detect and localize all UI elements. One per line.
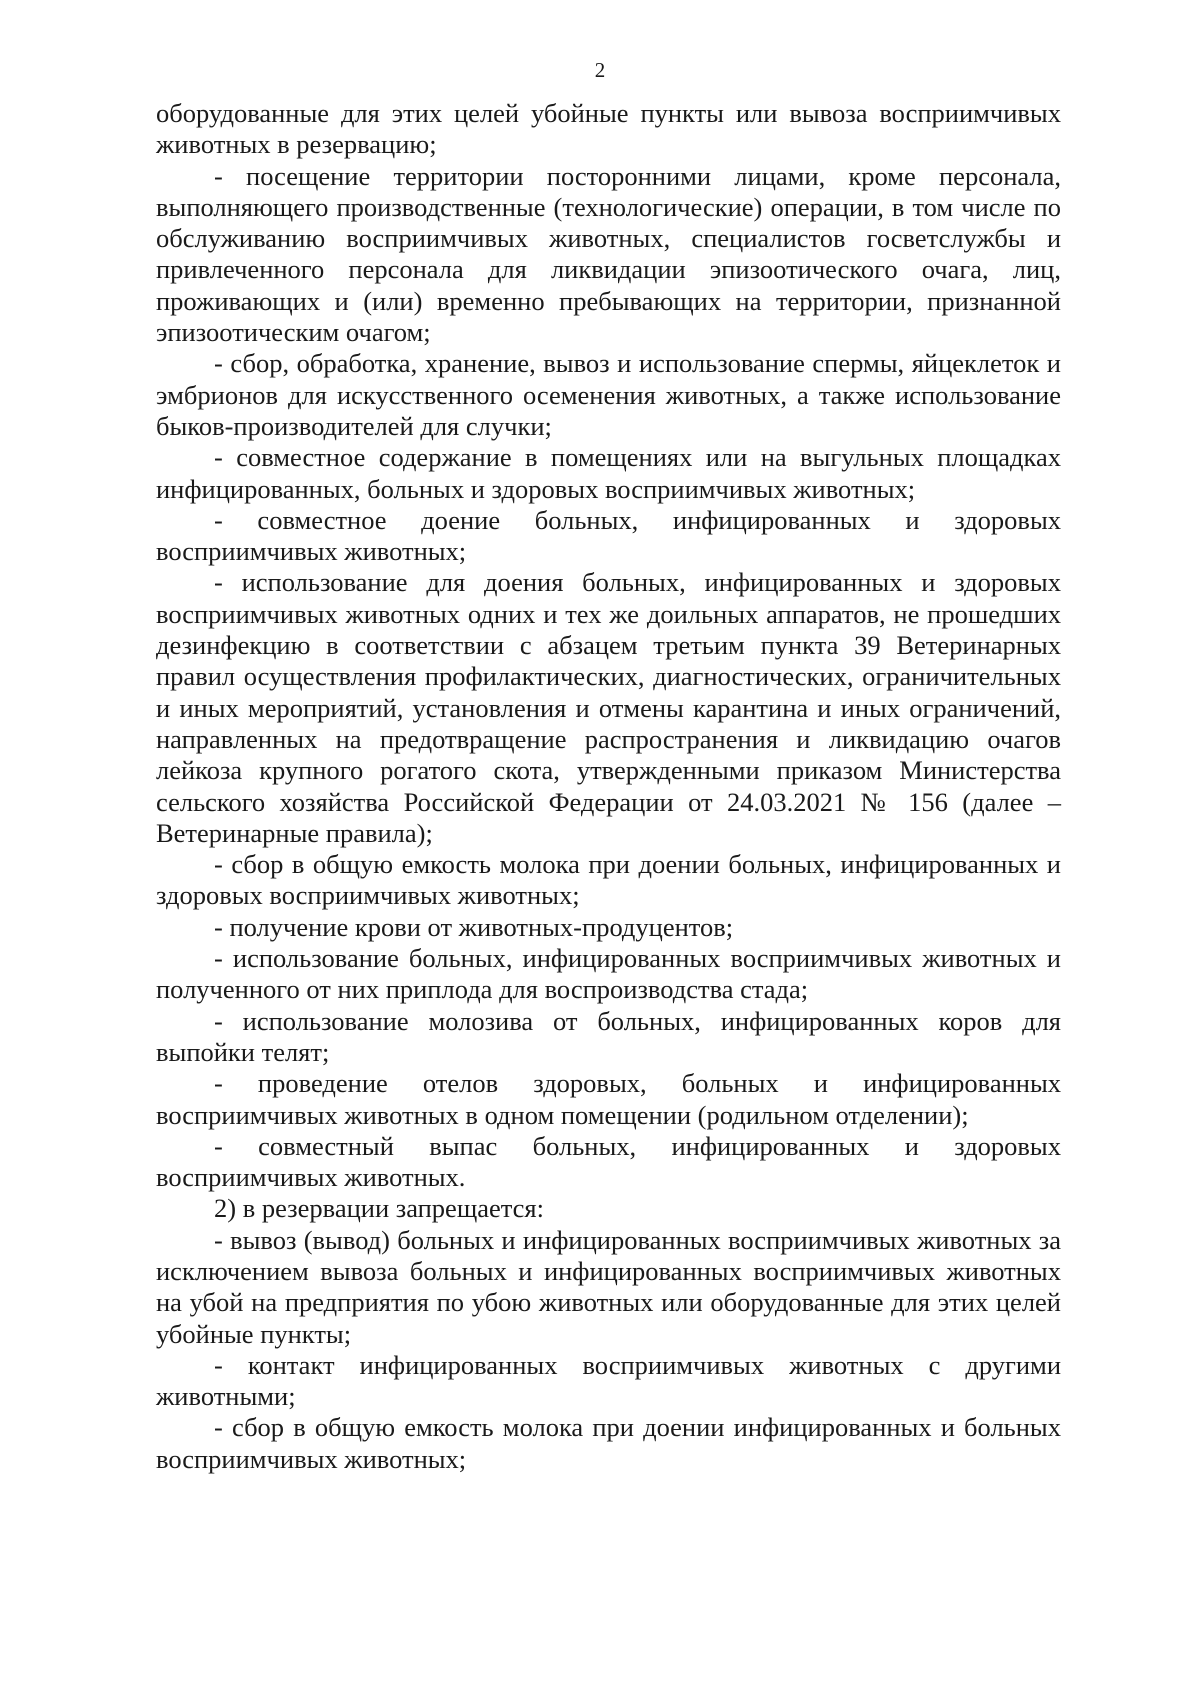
paragraph-blood-collection: - получение крови от животных-продуцентов; [214,911,734,942]
paragraph-milking-equipment: - использование для доения больных, инфицированных и здоровых восприимчивых животных одних и тех же доильных аппаратов, не прошедших дезинфекцию в соответствии с абзацем третьим пункта 39 Ветеринарных правил осуществления профилактических, диагностических, ограничительных и иных мероприятий, установления и отмены карантина и иных ограничений, направленных на предотвращение распространения и ликвидацию очагов лейкоза крупного рогатого скота, утвержденными приказом Министерства сельского хозяйства Российской Федерации от 24.03.2021 № 156 (далее – Ветеринарные правила); [156,567,1061,848]
paragraph-joint-keeping: - совместное содержание в помещениях или на выгульных площадках инфицированных, больных и здоровых восприимчивых животных; [156,442,1061,504]
paragraph-joint-milking: - совместное доение больных, инфицированных и здоровых восприимчивых животных; [156,504,1061,567]
paragraph-removal: - вывоз (вывод) больных и инфицированных восприимчивых животных за исключением вывоза больных и инфицированных восприимчивых животных на убой на предприятия по убою животных или оборудованные для этих целей убойные пункты; [156,1224,1061,1349]
paragraph-breeding-use: - использование больных, инфицированных восприимчивых животных и полученного от них приплода для воспроизводства стада; [156,943,1061,1005]
paragraph-visit-prohibition: - посещение территории посторонними лицами, кроме персонала, выполняющего производственные (технологические) операции, в том числе по обслуживанию восприимчивых животных, специалистов госветслужбы и привлеченного персонала для ликвидации эпизоотического очага, лиц, проживающих и (или) временно пребывающих на территории, признанной эпизоотическим очагом; [156,160,1061,348]
paragraph-joint-grazing: - совместный выпас больных, инфицированных и здоровых восприимчивых животных. [156,1130,1061,1193]
paragraph-reservation-heading: 2) в резервации запрещается: [214,1193,544,1224]
paragraph-milk-collection: - сбор в общую емкость молока при доении больных, инфицированных и здоровых восприимчивых животных; [156,849,1061,911]
paragraph-semen-collection: - сбор, обработка, хранение, вывоз и использование спермы, яйцеклеток и эмбрионов для искусственного осеменения животных, а также использование быков-производителей для случки; [156,348,1061,441]
paragraph-colostrum-use: - использование молозива от больных, инфицированных коров для выпойки телят; [156,1005,1061,1067]
paragraph-reservation-milk: - сбор в общую емкость молока при доении инфицированных и больных восприимчивых животных; [156,1412,1061,1474]
paragraph-contact: - контакт инфицированных восприимчивых животных с другими животными; [156,1349,1061,1412]
paragraph-continuation: оборудованные для этих целей убойные пункты или вывоза восприимчивых животных в резервацию; [156,98,1061,160]
document-body [156,98,1061,1475]
page-number: 2 [594,58,606,82]
paragraph-calving: - проведение отелов здоровых, больных и инфицированных восприимчивых животных в одном помещении (родильном отделении); [156,1068,1061,1130]
